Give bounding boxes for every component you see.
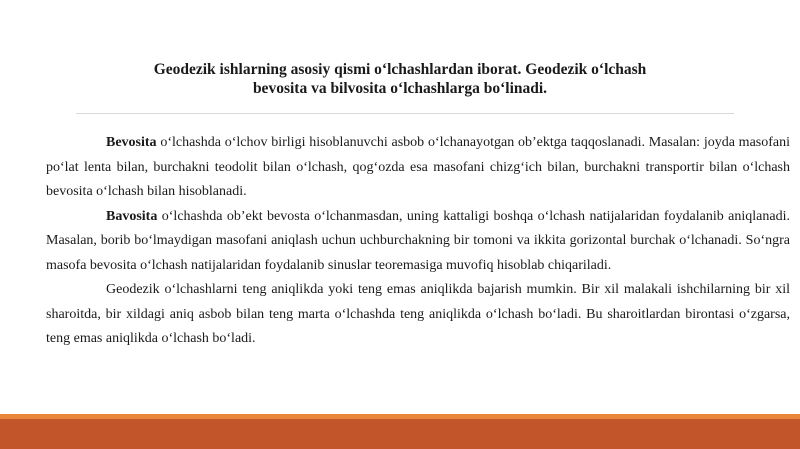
- paragraph-accuracy: [46, 278, 790, 352]
- body-text: [46, 131, 790, 352]
- footer-bar: [0, 419, 800, 449]
- paragraph-bavosita: [46, 205, 790, 279]
- paragraph-text: o‘lchashda o‘lchov birligi hisoblanuvchi asbob o‘lchanayotgan ob’ektga taqqoslanadi. Masalan: joyda masofani po‘lat lenta bilan, burchakni teodolit bilan o‘lchash, qog‘ozda esa masofani chizg‘ich bilan, burchakni transportir bilan o‘lchash bevosita o‘lchash bilan hisoblanadi.: [46, 135, 790, 199]
- paragraph-text: Geodezik o‘lchashlarni teng aniqlikda yoki teng emas aniqlikda bajarish mumkin. Bir xil malakali ishchilarning bir xil sharoitda, bir xildagi aniq asbob bilan teng marta o‘lchashda teng aniqlikda o‘lchash bo‘ladi. Bu sharoitlardan birontasi o‘zgarsa, teng emas aniqlikda o‘lchash bo‘ladi.: [46, 282, 790, 346]
- term-bevosita: Bevosita: [106, 135, 157, 150]
- term-bavosita: Bavosita: [106, 208, 158, 224]
- paragraph-text: o‘lchashda ob’ekt bevosta o‘lchanmasdan, uning kattaligi boshqa o‘lchash natijalaridan foydalanib aniqlanadi. Masalan, borib bo‘lmaydigan masofani aniqlash uchun uchburchakning bir tomoni va ikkita gorizontal burchak o‘lchanadi. So‘ngra masofa bevosita o‘lchash natijalaridan foydalanib sinuslar teoremasiga muvofiq hisoblab chiqariladi.: [46, 208, 790, 273]
- slide-title: [60, 60, 740, 98]
- title-divider: [76, 113, 734, 114]
- paragraph-bevosita: [46, 131, 790, 205]
- title-line-1: Geodezik ishlarning asosiy qismi o‘lchashlardan iborat. Geodezik o‘lchash: [153, 61, 647, 78]
- title-line-2: bevosita va bilvosita o‘lchashlarga bo‘linadi.: [252, 80, 548, 97]
